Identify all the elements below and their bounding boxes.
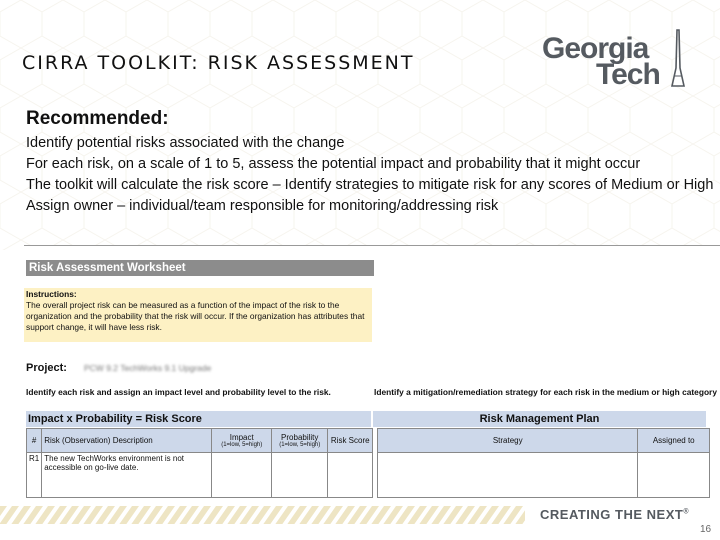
logo-line-2: Tech — [596, 58, 660, 91]
instructions-label: Instructions: — [26, 289, 77, 299]
risk-assessment-worksheet — [24, 245, 720, 500]
recommendation-item: Identify potential risks associated with the change — [26, 135, 345, 151]
col-assigned-to: Assigned to — [638, 429, 710, 453]
logo-line-1: Georgia — [542, 32, 649, 65]
probability-scale: (1=low, 5=high) — [279, 442, 321, 448]
row-assigned-to — [638, 453, 710, 498]
col-probability — [272, 429, 328, 453]
impact-label: Impact — [229, 433, 254, 442]
recommendation-item: The toolkit will calculate the risk score – Identify strategies to mitigate risk for any scores of Medium or High — [26, 177, 714, 193]
col-strategy: Strategy — [378, 429, 638, 453]
worksheet-instructions — [24, 288, 372, 342]
recommendation-list — [26, 134, 716, 218]
col-risk-score: Risk Score — [328, 429, 373, 453]
impact-scale: (1=low, 5=high) — [221, 442, 263, 448]
row-description: The new TechWorks environment is not accessible on go-live date. — [42, 453, 212, 498]
row-num: R1 — [27, 453, 42, 498]
identify-mitigation-instruction: Identify a mitigation/remediation strategy for each risk in the medium or high category — [374, 387, 717, 397]
georgia-tech-logo — [542, 28, 692, 92]
tagline-text: CREATING THE NEXT — [540, 507, 684, 522]
row-probability — [272, 453, 328, 498]
tagline — [540, 507, 689, 522]
row-strategy — [378, 453, 638, 498]
footer-stripe-band — [0, 506, 525, 524]
risk-table — [26, 428, 710, 498]
col-impact — [212, 429, 272, 453]
project-value: PCW 9.2 TechWorks 9.1 Upgrade — [84, 363, 212, 373]
recommendation-item: For each risk, on a scale of 1 to 5, assess the potential impact and probability that it might occur — [26, 156, 641, 172]
slide-title: CIRRA TOOLKIT: RISK ASSESSMENT — [22, 52, 415, 74]
col-num: # — [27, 429, 42, 453]
col-description: Risk (Observation) Description — [42, 429, 212, 453]
row-risk-score — [328, 453, 373, 498]
project-label: Project: — [26, 362, 67, 374]
registered-mark: ® — [683, 508, 689, 516]
row-impact — [212, 453, 272, 498]
worksheet-title: Risk Assessment Worksheet — [26, 260, 374, 276]
tower-icon — [668, 28, 688, 90]
table-row — [27, 453, 710, 498]
probability-label: Probability — [281, 433, 319, 442]
page-number: 16 — [700, 524, 712, 535]
instructions-text: The overall project risk can be measured as a function of the impact of the risk to the organization and the probability that the risk will occur. If the organization has attributes that support change, it will have less risk. — [26, 300, 365, 332]
recommendation-item: Assign owner – individual/team responsible for monitoring/addressing risk — [26, 198, 499, 214]
identify-risk-instruction: Identify each risk and assign an impact level and probability level to the risk. — [26, 387, 331, 397]
recommended-heading: Recommended: — [26, 108, 169, 129]
risk-score-header: Impact x Probability = Risk Score — [26, 411, 371, 427]
table-header-row — [27, 429, 710, 453]
risk-management-plan-header: Risk Management Plan — [373, 411, 706, 427]
